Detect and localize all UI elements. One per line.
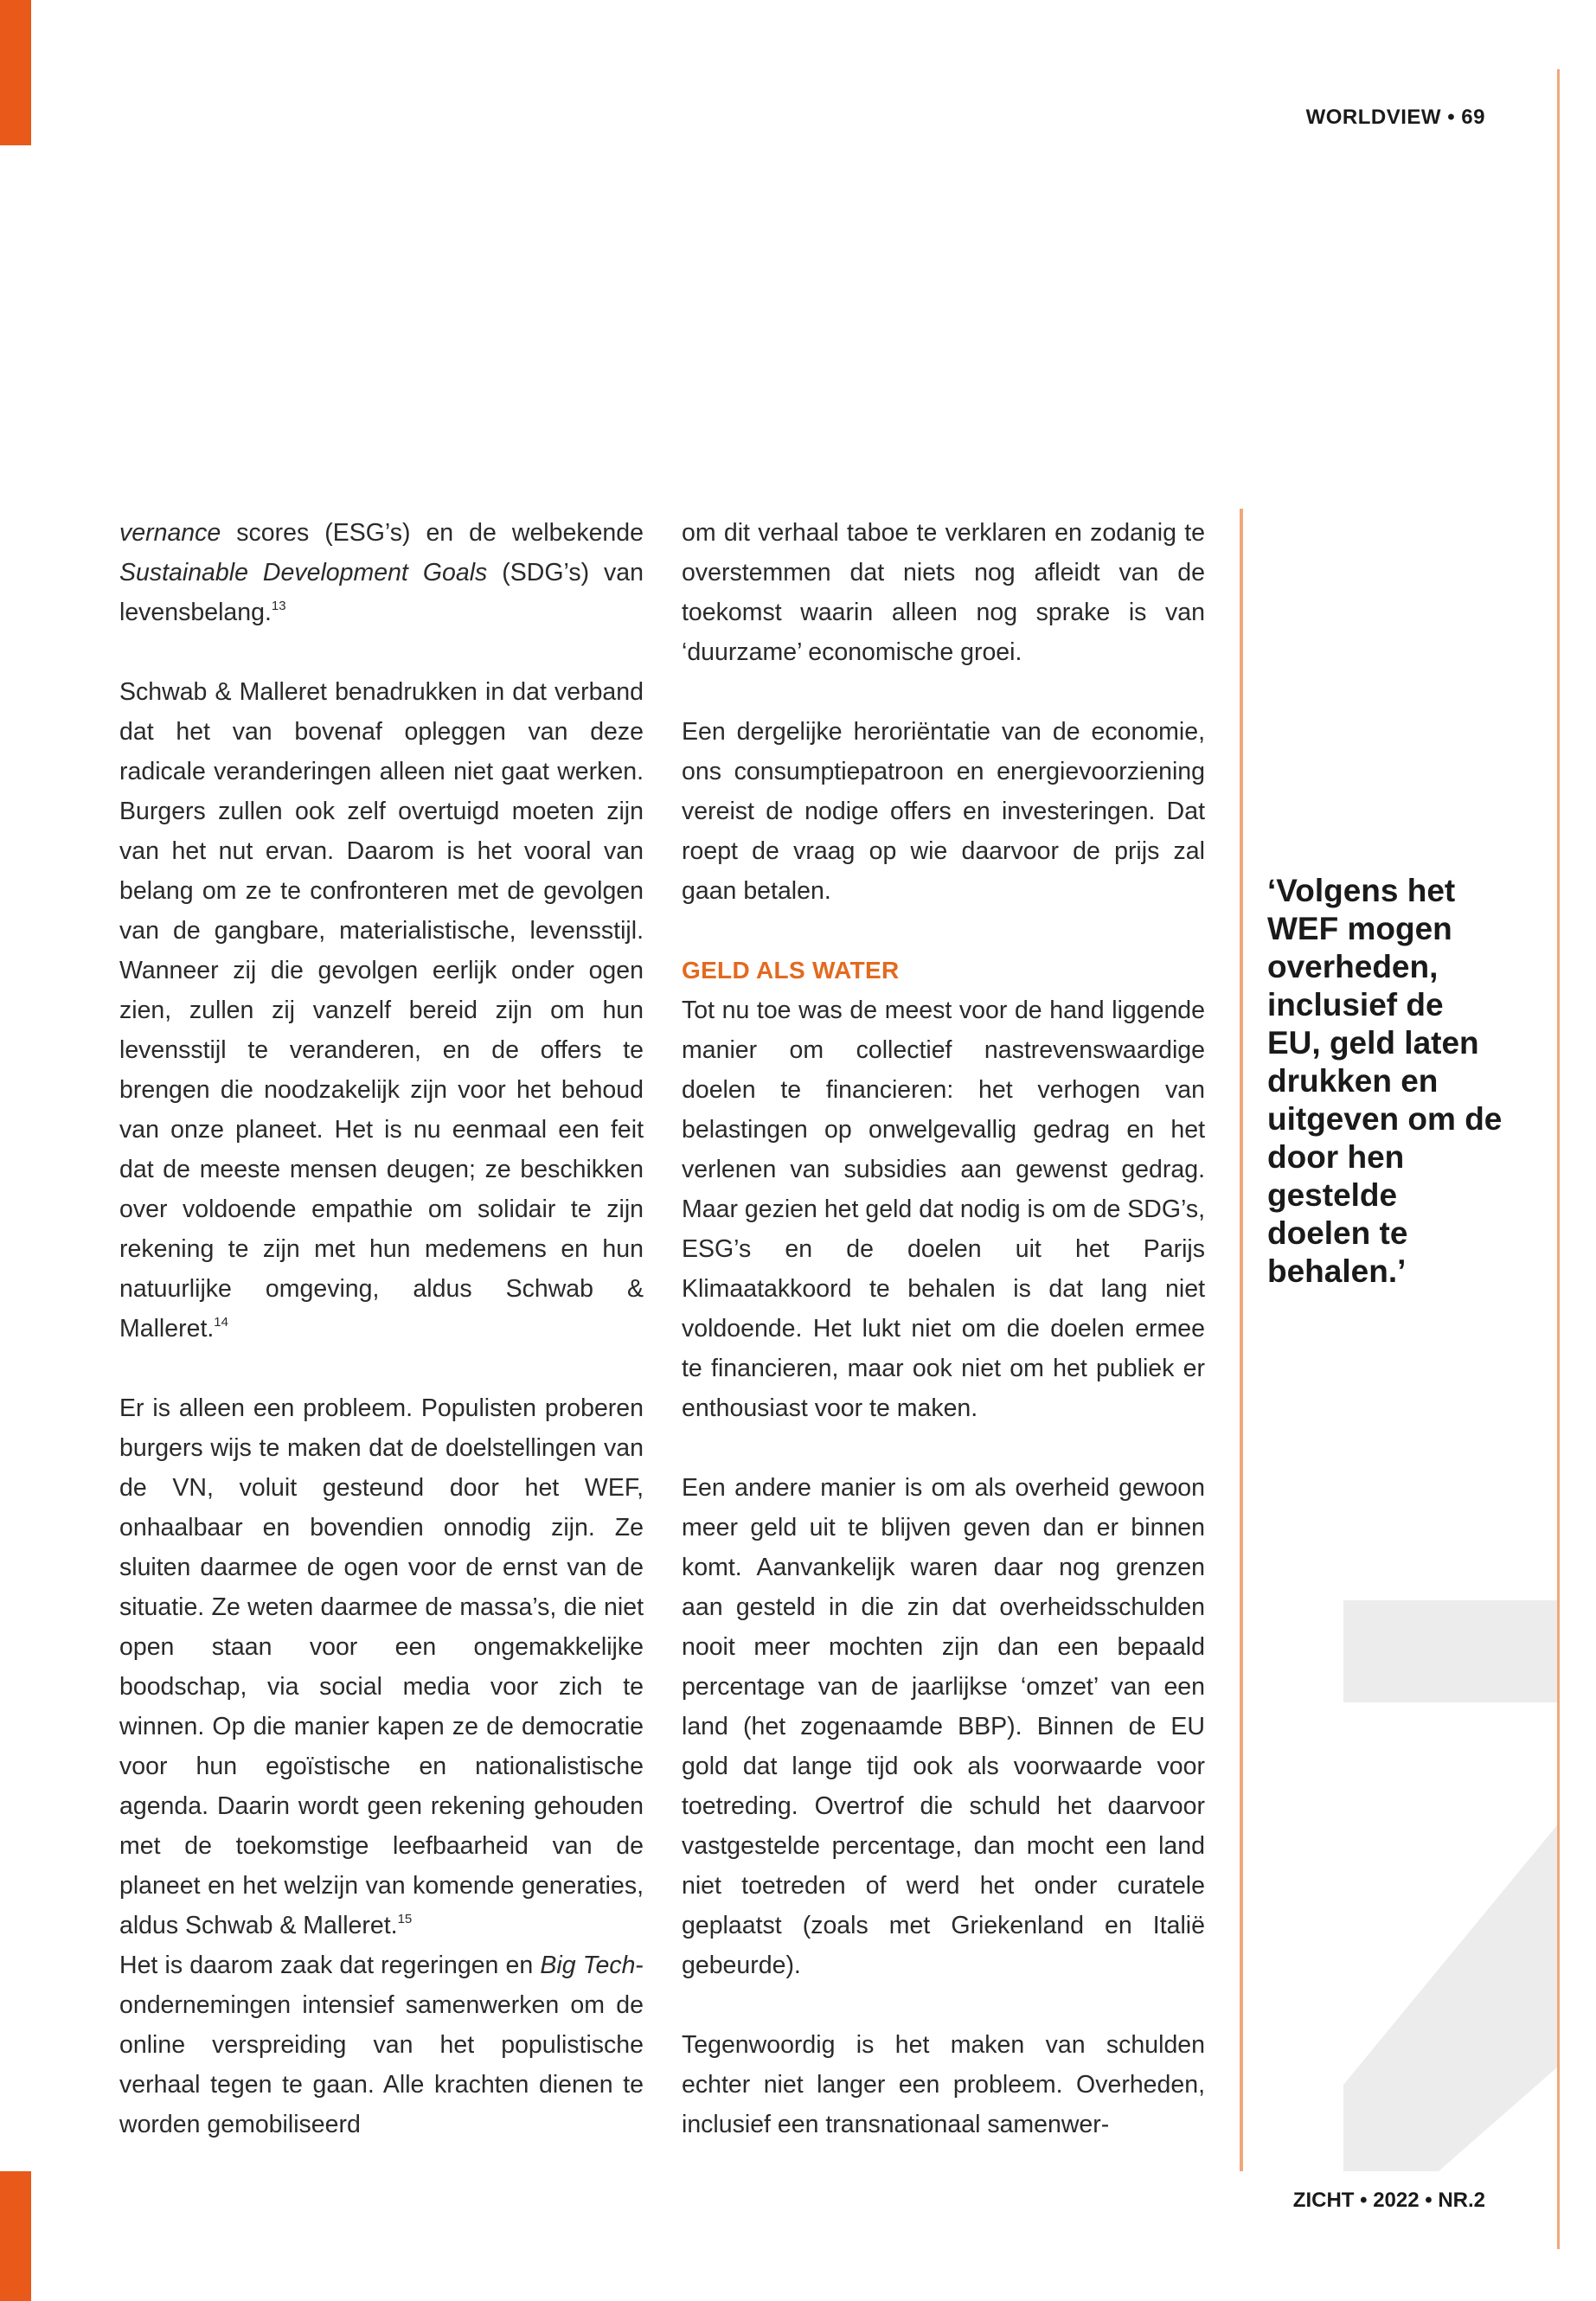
page-edge-rule — [1557, 69, 1560, 2249]
footnote-ref: 14 — [214, 1315, 228, 1330]
text-run: scores (ESG’s) en de welbekende — [221, 519, 644, 547]
decorative-z-shape — [1343, 1600, 1557, 2171]
italic-term: vernance — [119, 519, 221, 547]
paragraph: Tot nu toe was de meest voor de hand liggende manier om collectief nastrevenswaardige doelen te financieren: het verhogen van belastingen op onwelgevallig gedrag en het verlenen van subsidies aan gewenst gedrag. Maar gezien het geld dat nodig is om de SDG’s, ESG’s en de doelen uit het Parijs Klimaatakkoord te behalen is dat lang niet voldoende. Het lukt niet om die doelen ermee te financieren, maar ook niet om het publiek er enthousiast voor te maken. — [682, 997, 1205, 1422]
text-run: Er is alleen een probleem. Populisten proberen burgers wijs te maken dat de doelstellingen van de VN, voluit gesteund door het WEF, onhaalbaar en bovendien onnodig zijn. Ze sluiten daarmee de ogen voor de ernst van de situatie. Ze weten daarmee de massa’s, die niet open staan voor een ongemakkelijke boodschap, via social media voor zich te winnen. Op die manier kapen ze de democratie voor hun egoïstische en nationalistische agenda. Daarin wordt geen rekening gehouden met de toekomstige leefbaarheid van de planeet en het welzijn van komende generaties, aldus Schwab & Malleret. — [119, 1394, 644, 1939]
accent-bar-top — [0, 0, 31, 145]
paragraph: om dit verhaal taboe te verklaren en zodanig te overstemmen dat niets nog afleidt van de toekomst waarin alleen nog sprake is van ‘duurzame’ economische groei. — [682, 519, 1205, 666]
running-header: WORLDVIEW • 69 — [1305, 106, 1485, 129]
footnote-ref: 15 — [397, 1912, 413, 1926]
decorative-z-top-bar — [1343, 1600, 1557, 1702]
paragraph: Tegenwoordig is het maken van schulden echter niet langer een probleem. Overheden, inclusief een transnationaal samenwer- — [682, 2031, 1205, 2138]
paragraph — [119, 1945, 644, 2144]
text-run: Het is daarom zaak dat regeringen en — [119, 1952, 541, 1979]
pull-quote-rule — [1240, 509, 1243, 2171]
paragraph: Een andere manier is om als overheid gewoon meer geld uit te blijven geven dan er binnen komt. Aanvankelijk waren daar nog grenzen aan gesteld in die zin dat overheidsschulden nooit meer mochten zijn dan een bepaald percentage van de jaarlijkse ‘omzet’ van een land (het zogenaamde BBP). Binnen de EU gold dat lange tijd ook als voorwaarde voor toetreding. Overtrof die schuld het daarvoor vastgestelde percentage, dan mocht een land niet toetreden of werd het onder curatele geplaatst (zoals met Griekenland en Italië gebeurde). — [682, 1474, 1205, 1979]
accent-bar-bottom — [0, 2171, 31, 2301]
text-column-left — [119, 513, 644, 2144]
text-run: -ondernemingen intensief samenwerken om de online verspreiding van het populistische verhaal tegen te gaan. Alle krachten dienen te worden gemobiliseerd — [119, 1952, 644, 2138]
section-heading: GELD ALS WATER — [682, 957, 900, 984]
paragraph: Een dergelijke heroriëntatie van de economie, ons consumptiepatroon en energievoorziening vereist de nodige offers en investeringen. Dat roept de vraag op wie daarvoor de prijs zal gaan betalen. — [682, 718, 1205, 905]
running-footer: ZICHT • 2022 • NR.2 — [1292, 2189, 1485, 2212]
text-column-right — [682, 513, 1205, 2144]
paragraph — [119, 513, 644, 632]
text-run: (SDG’s) van levensbelang. — [119, 559, 644, 626]
italic-term: Sustainable Development Goals — [119, 559, 488, 586]
text-run: Schwab & Malleret benadrukken in dat verband dat het van bovenaf opleggen van deze radicale veranderingen alleen niet gaat werken. Burgers zullen ook zelf overtuigd moeten zijn van het nut ervan. Daarom is het vooral van belang om ze te confronteren met de gevolgen van de gangbare, materialistische, levensstijl. Wanneer zij die gevolgen eerlijk onder ogen zien, zullen zij vanzelf bereid zijn om hun levensstijl te veranderen, en de offers te brengen die noodzakelijk zijn voor het behoud van onze planeet. Het is nu eenmaal een feit dat de meeste mensen deugen; ze beschikken over voldoende empathie om solidair te zijn rekening te zijn met hun medemens en hun natuurlijke omgeving, aldus Schwab & Malleret. — [119, 678, 644, 1343]
footnote-ref: 13 — [271, 599, 286, 613]
paragraph — [119, 1388, 644, 1945]
pull-quote: ‘Volgens het WEF mogen overheden, inclusief de EU, geld laten drukken en uitgeven om de door hen gestelde doelen te behalen.’ — [1267, 873, 1503, 1289]
paragraph — [119, 672, 644, 1349]
italic-term: Big Tech — [540, 1952, 636, 1979]
decorative-z-diagonal — [1343, 1825, 1557, 2171]
